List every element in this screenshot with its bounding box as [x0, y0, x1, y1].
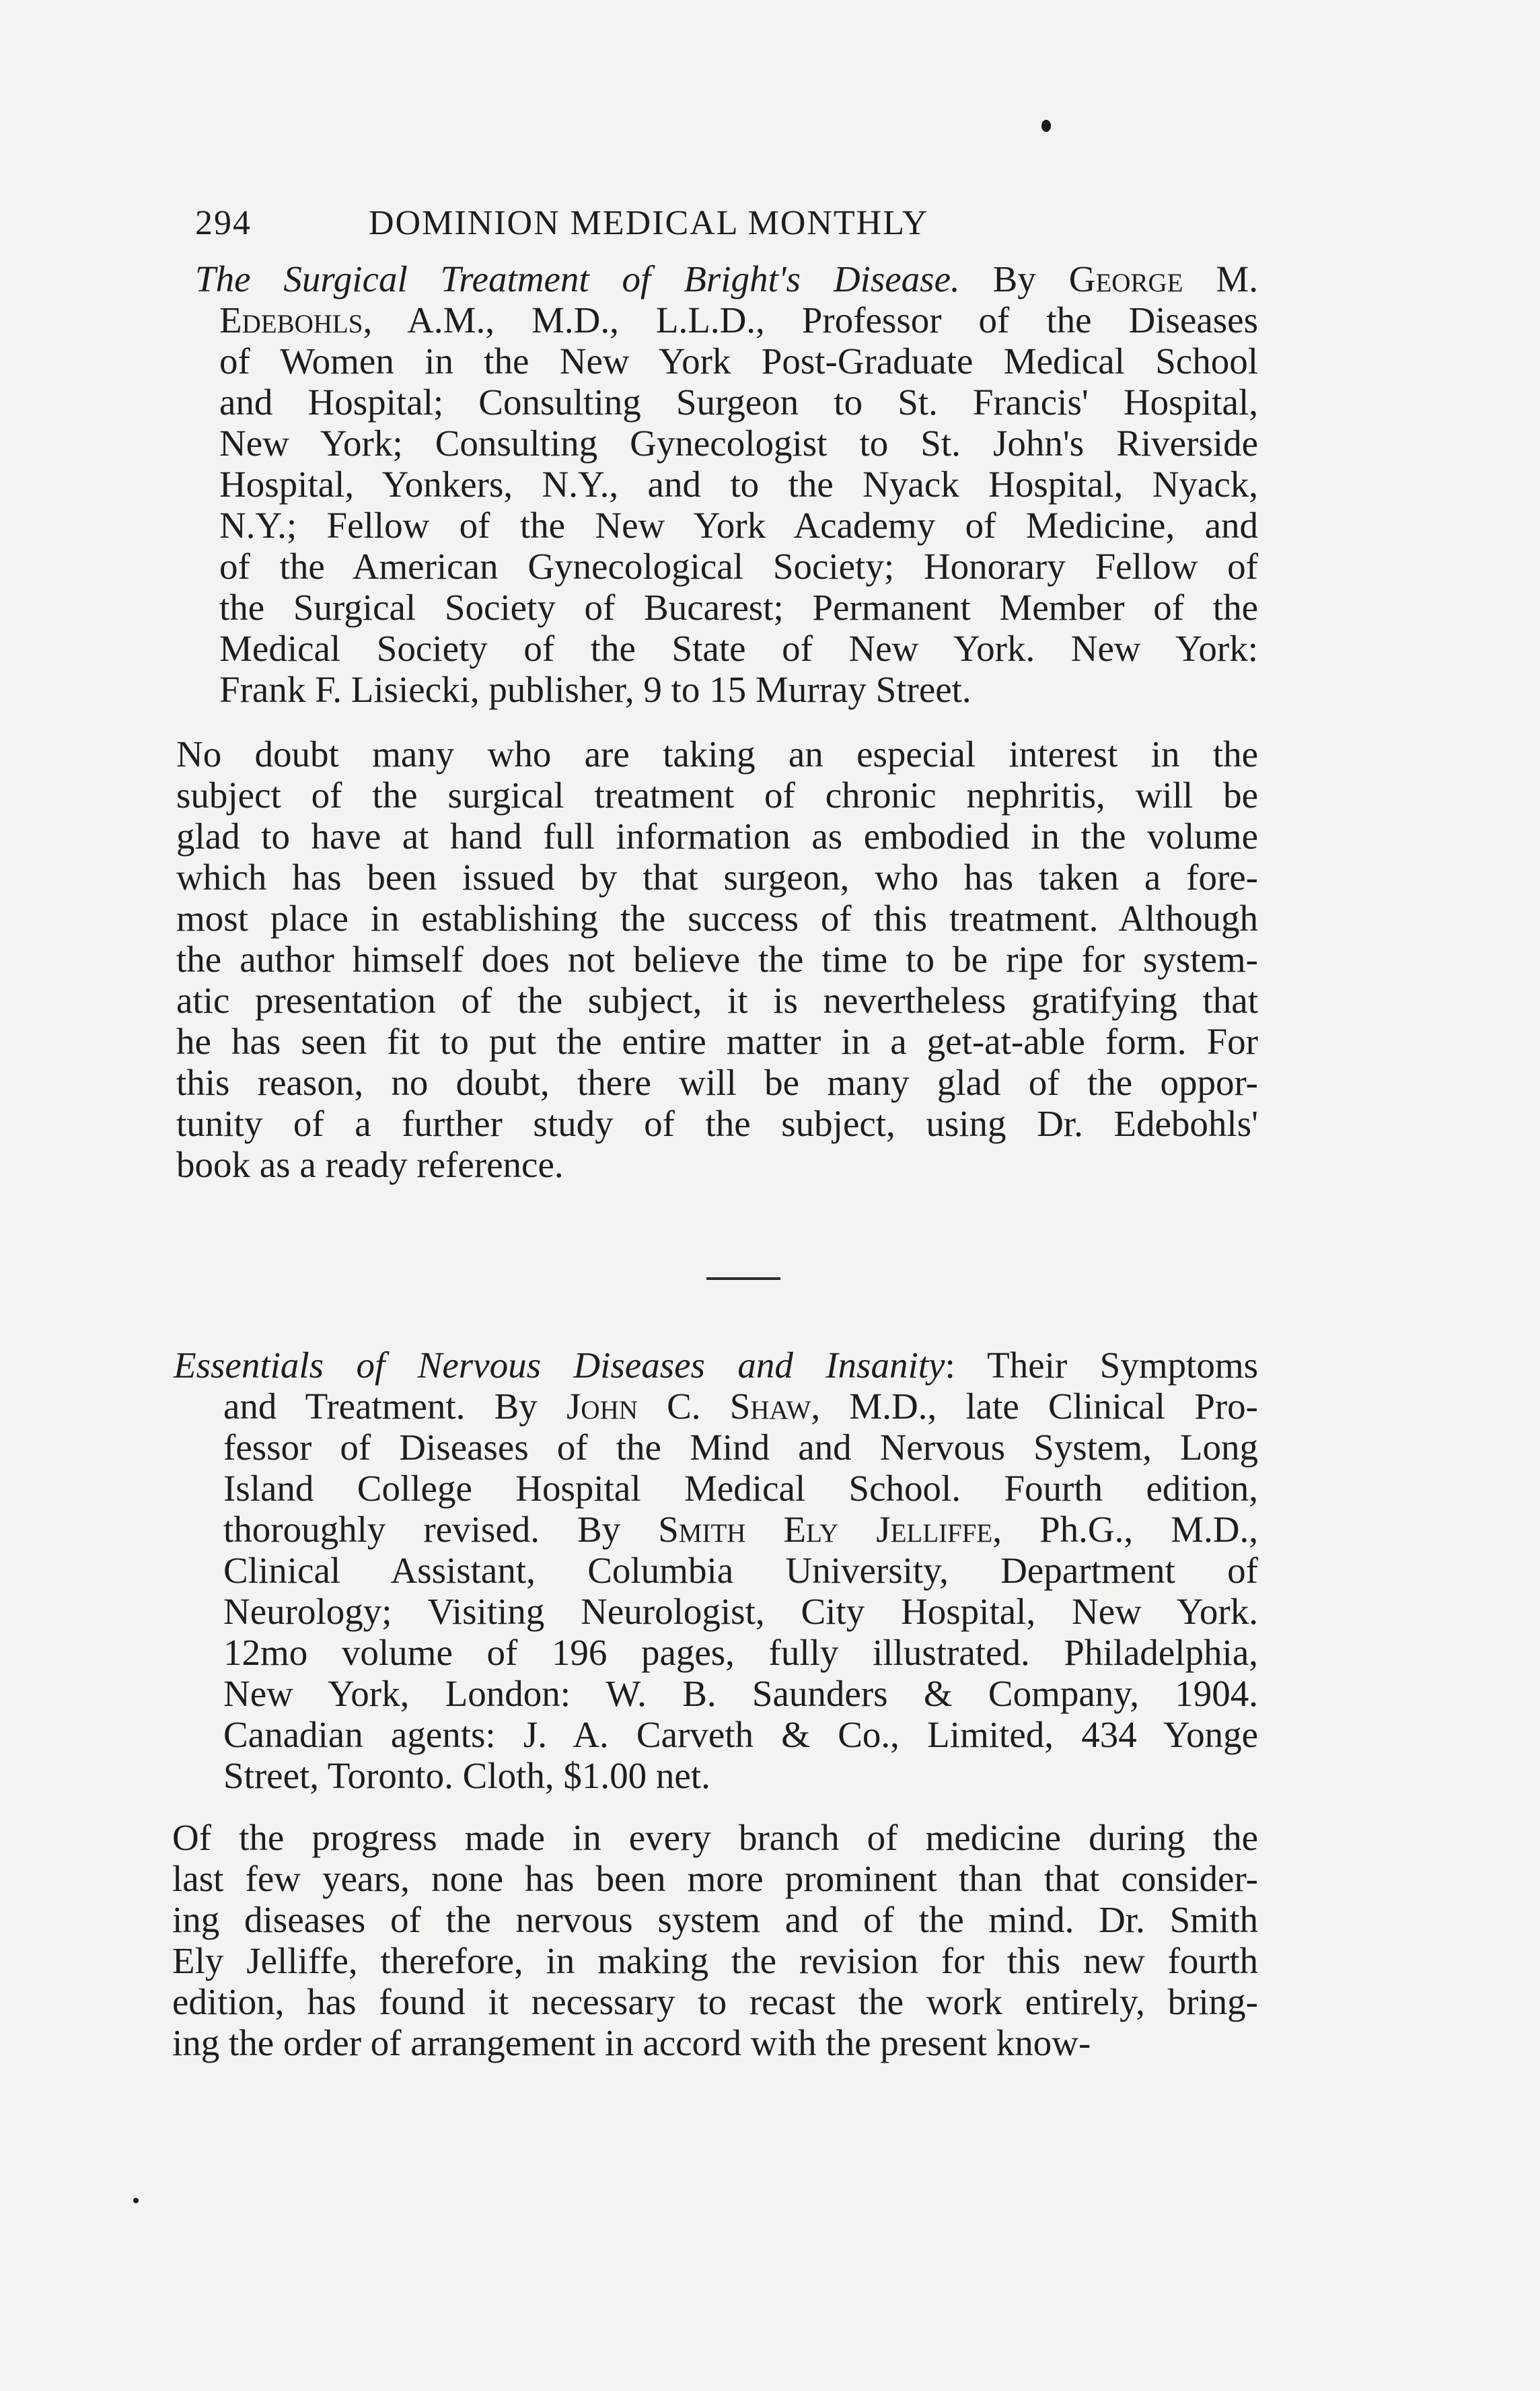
citation-text: Clinical Assistant, Columbia University, Department of: [223, 1550, 1258, 1591]
citation-line: [219, 628, 1258, 670]
citation-text: By: [959, 258, 1069, 299]
citation-line: [219, 505, 1258, 546]
body-line: ing diseases of the nervous system and of the mind. Dr. Smith: [172, 1899, 1258, 1940]
citation-text: 12mo volume of 196 pages, fully illustrated. Philadelphia,: [223, 1632, 1258, 1673]
citation-line: [223, 1714, 1258, 1756]
body-line: this reason, no doubt, there will be many glad of the oppor-: [176, 1062, 1258, 1103]
citation-text: Frank F. Lisiecki, publisher, 9 to 15 Murray Street.: [219, 669, 971, 710]
citation-text: , Ph.G., M.D.,: [992, 1509, 1258, 1550]
citation-text: of Women in the New York Post-Graduate Medical School: [219, 341, 1258, 382]
citation-text: Neurology; Visiting Neurologist, City Hospital, New York.: [223, 1591, 1258, 1632]
citation-text: the Surgical Society of Bucarest; Permanent Member of the: [219, 587, 1258, 628]
citation-line: [219, 382, 1258, 423]
citation-line: [219, 546, 1258, 587]
body-line: he has seen fit to put the entire matter in a get-at-able form. For: [176, 1021, 1258, 1062]
citation-text: and Treatment. By: [223, 1386, 566, 1427]
citation-line: [223, 1427, 1258, 1468]
body-line: the author himself does not believe the time to be ripe for system-: [176, 939, 1258, 980]
citation-text: Medical Society of the State of New York. New York:: [219, 628, 1258, 669]
ink-speck: [1041, 120, 1051, 132]
citation-text: N.Y.; Fellow of the New York Academy of Medicine, and: [219, 505, 1258, 546]
citation-line: [223, 1468, 1258, 1509]
body-line: edition, has found it necessary to recast the work entirely, bring-: [172, 1981, 1258, 2022]
citation-text: , M.D., late Clinical Pro-: [811, 1386, 1258, 1427]
citation-text: Hospital, Yonkers, N.Y., and to the Nyack Hospital, Nyack,: [219, 464, 1258, 505]
citation-text: M.: [1183, 258, 1259, 299]
citation-line: [223, 1755, 1258, 1797]
citation-text: Island College Hospital Medical School. Fourth edition,: [223, 1468, 1258, 1509]
citation-line: [223, 1591, 1258, 1633]
body-line: subject of the surgical treatment of chronic nephritis, will be: [176, 775, 1258, 816]
body-line: last few years, none has been more prominent than that consider-: [172, 1858, 1258, 1899]
citation-line: [219, 341, 1258, 382]
body-line: ing the order of arrangement in accord with the present know-: [172, 2022, 1091, 2063]
citation-text: Street, Toronto. Cloth, $1.00 net.: [223, 1755, 710, 1796]
citation-line: [219, 587, 1258, 629]
citation-line: [219, 669, 1258, 711]
author-name-text: George: [1068, 258, 1183, 299]
ink-speck: [133, 2198, 139, 2203]
body-line: Ely Jelliffe, therefore, in making the revision for this new fourth: [172, 1940, 1258, 1981]
citation-text: thoroughly revised. By: [223, 1509, 659, 1550]
citation-text: Canadian agents: J. A. Carveth & Co., Limited, 434 Yonge: [223, 1714, 1258, 1755]
author-name-text: Edebohls: [219, 299, 363, 341]
citation-line: [223, 1386, 1258, 1427]
book-title-text: The Surgical Treatment of Bright's Disease.: [195, 258, 960, 299]
page-number: 294: [195, 204, 252, 242]
author-name-text: John: [566, 1386, 638, 1427]
body-line: No doubt many who are taking an especial interest in the: [176, 734, 1258, 775]
citation-text: and Hospital; Consulting Surgeon to St. Francis' Hospital,: [219, 382, 1258, 423]
citation-line: [219, 299, 1258, 341]
book-title-text: Essentials of Nervous Diseases and Insanity: [174, 1345, 945, 1386]
body-line: which has been issued by that surgeon, who has taken a fore-: [176, 857, 1258, 898]
author-name-text: Shaw: [729, 1386, 811, 1427]
citation-text: : Their Symptoms: [945, 1345, 1259, 1386]
citation-line: [219, 464, 1258, 505]
citation-line: [223, 1509, 1258, 1550]
citation-line: [195, 258, 1258, 300]
citation-line: [223, 1550, 1258, 1592]
citation-line: [223, 1632, 1258, 1674]
running-title: DOMINION MEDICAL MONTHLY: [369, 204, 929, 242]
body-line: most place in establishing the success of this treatment. Although: [176, 898, 1258, 939]
page-header: [195, 203, 1339, 250]
section-divider: [706, 1277, 780, 1280]
citation-text: , A.M., M.D., L.L.D., Professor of the Diseases: [363, 299, 1258, 341]
citation-text: fessor of Diseases of the Mind and Nervous System, Long: [223, 1427, 1258, 1468]
author-name-text: Smith Ely Jelliffe: [658, 1509, 993, 1550]
body-line: Of the progress made in every branch of medicine during the: [172, 1817, 1258, 1858]
citation-text: New York, London: W. B. Saunders & Company, 1904.: [223, 1673, 1258, 1714]
citation-text: C.: [637, 1386, 730, 1427]
citation-line: [223, 1673, 1258, 1715]
body-line: glad to have at hand full information as embodied in the volume: [176, 816, 1258, 857]
body-line: tunity of a further study of the subject, using Dr. Edebohls': [176, 1103, 1258, 1144]
citation-text: of the American Gynecological Society; Honorary Fellow of: [219, 546, 1258, 587]
citation-text: New York; Consulting Gynecologist to St. John's Riverside: [219, 423, 1258, 464]
citation-line: [174, 1345, 1258, 1386]
body-line: atic presentation of the subject, it is nevertheless gratifying that: [176, 980, 1258, 1021]
citation-line: [219, 423, 1258, 464]
body-line: book as a ready reference.: [176, 1144, 564, 1185]
